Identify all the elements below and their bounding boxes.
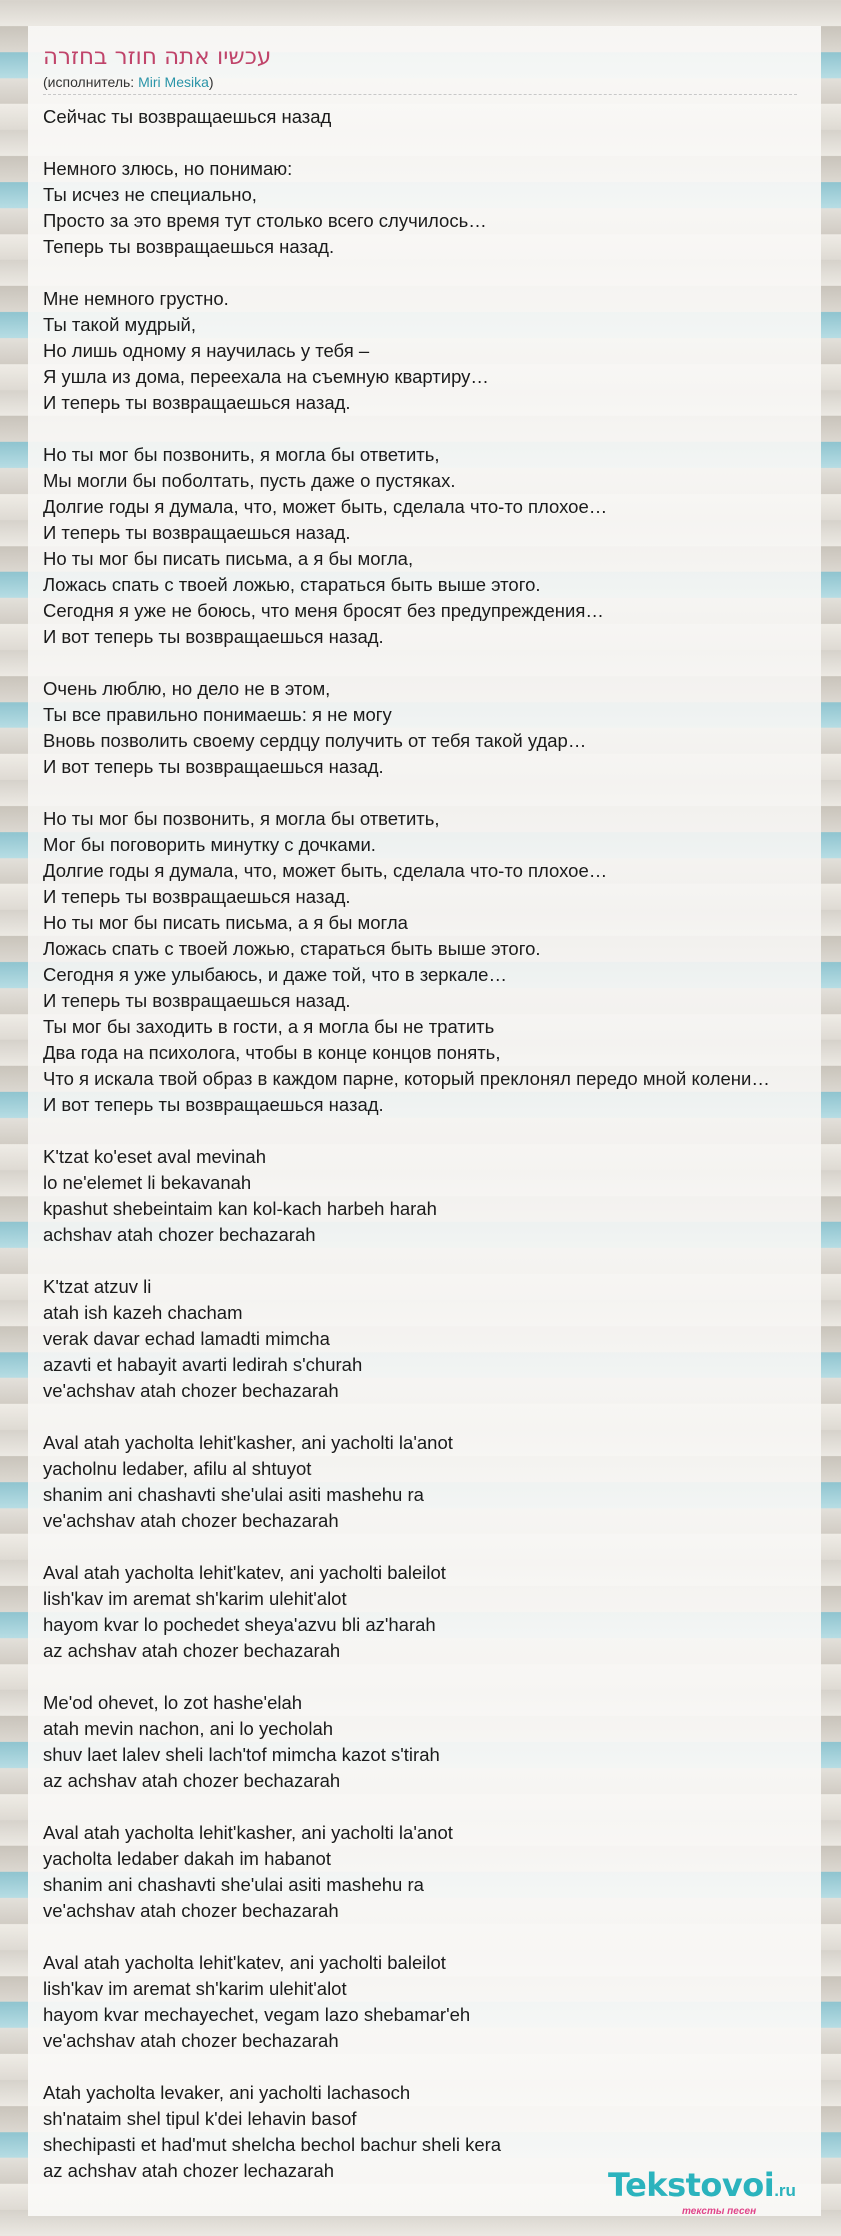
lyrics-line: Ты такой мудрый, <box>43 314 196 335</box>
lyrics-line: lish'kav im aremat sh'karim ulehit'alot <box>43 1978 347 1999</box>
lyrics-stanza <box>43 1950 841 2054</box>
lyrics-line: Что я искала твой образ в каждом парне, который преклонял передо мной колени… <box>43 1068 770 1089</box>
lyrics-line: Aval atah yacholta lehit'kasher, ani yacholti la'anot <box>43 1822 453 1843</box>
lyrics-line: Очень люблю, но дело не в этом, <box>43 678 331 699</box>
lyrics-line: Но ты мог бы писать письма, а я бы могла <box>43 912 408 933</box>
lyrics-stanza <box>43 1430 841 1534</box>
logo-name: Tekstovoi <box>608 2166 775 2204</box>
lyrics-line: az achshav atah chozer bechazarah <box>43 1770 341 1791</box>
lyrics-line: Я ушла из дома, переехала на съемную квартиру… <box>43 366 489 387</box>
logo-tld: .ru <box>774 2181 796 2200</box>
lyrics-line: Теперь ты возвращаешься назад. <box>43 236 335 257</box>
performer-line <box>43 74 214 90</box>
lyrics-line: Долгие годы я думала, что, может быть, сделала что-то плохое… <box>43 860 608 881</box>
lyrics-line: azavti et habayit avarti ledirah s'churah <box>43 1354 363 1375</box>
lyrics-line: Aval atah yacholta lehit'kasher, ani yacholti la'anot <box>43 1432 453 1453</box>
lyrics-line: atah ish kazeh chacham <box>43 1302 243 1323</box>
lyrics-line: Но ты мог бы позвонить, я могла бы ответить, <box>43 808 440 829</box>
lyrics-line: ve'achshav atah chozer bechazarah <box>43 2030 339 2051</box>
lyrics-line: lo ne'elemet li bekavanah <box>43 1172 252 1193</box>
lyrics-line: Мог бы поговорить минутку с дочками. <box>43 834 376 855</box>
lyrics-line: sh'nataim shel tipul k'dei lehavin basof <box>43 2108 357 2129</box>
lyrics-stanza <box>43 442 841 650</box>
lyrics-line: shanim ani chashavti she'ulai asiti mashehu ra <box>43 1874 424 1895</box>
lyrics-line: achshav atah chozer bechazarah <box>43 1224 316 1245</box>
lyrics-line: И теперь ты возвращаешься назад. <box>43 990 351 1011</box>
lyrics-line: Ты мог бы заходить в гости, а я могла бы не тратить <box>43 1016 495 1037</box>
lyrics-line: Просто за это время тут столько всего случилось… <box>43 210 487 231</box>
lyrics-line: Мы могли бы поболтать, пусть даже о пустяках. <box>43 470 456 491</box>
lyrics-stanza <box>43 104 841 130</box>
lyrics-line: K'tzat atzuv li <box>43 1276 152 1297</box>
lyrics-line: Но лишь одному я научилась у тебя – <box>43 340 370 361</box>
lyrics-line: hayom kvar mechayechet, vegam lazo shebamar'eh <box>43 2004 471 2025</box>
lyrics-line: И теперь ты возвращаешься назад. <box>43 522 351 543</box>
lyrics-line: az achshav atah chozer lechazarah <box>43 2160 335 2181</box>
lyrics-line: ve'achshav atah chozer bechazarah <box>43 1380 339 1401</box>
logo-tagline: тексты песен <box>682 2206 757 2217</box>
lyrics-line: Сейчас ты возвращаешься назад <box>43 106 332 127</box>
lyrics-line: shuv laet lalev sheli lach'tof mimcha kazot s'tirah <box>43 1744 440 1765</box>
lyrics-line: Aval atah yacholta lehit'katev, ani yacholti baleilot <box>43 1562 446 1583</box>
lyrics-line: Ты все правильно понимаешь: я не могу <box>43 704 392 725</box>
lyrics-line: Но ты мог бы позвонить, я могла бы ответить, <box>43 444 440 465</box>
lyrics-line: Сегодня я уже не боюсь, что меня бросят без предупреждения… <box>43 600 604 621</box>
lyrics-stanza <box>43 1690 841 1794</box>
lyrics-stanza <box>43 676 841 780</box>
lyrics-line: Два года на психолога, чтобы в конце концов понять, <box>43 1042 501 1063</box>
lyrics-line: yacholnu ledaber, afilu al shtuyot <box>43 1458 312 1479</box>
lyrics-line: И теперь ты возвращаешься назад. <box>43 392 351 413</box>
lyrics-stanza <box>43 1820 841 1924</box>
lyrics-stanza <box>43 1144 841 1248</box>
lyrics-stanza <box>43 806 841 1118</box>
lyrics-line: Ты исчез не специально, <box>43 184 257 205</box>
lyrics-line: K'tzat ko'eset aval mevinah <box>43 1146 267 1167</box>
lyrics-line: И вот теперь ты возвращаешься назад. <box>43 626 384 647</box>
lyrics-line: az achshav atah chozer bechazarah <box>43 1640 341 1661</box>
lyrics-line: lish'kav im aremat sh'karim ulehit'alot <box>43 1588 347 1609</box>
lyrics-line: Немного злюсь, но понимаю: <box>43 158 293 179</box>
lyrics-line: Долгие годы я думала, что, может быть, сделала что-то плохое… <box>43 496 608 517</box>
artist-link[interactable]: Miri Mesika <box>138 74 209 90</box>
lyrics-line: Мне немного грустно. <box>43 288 229 309</box>
site-logo[interactable] <box>608 2166 796 2217</box>
lyrics-line: Me'od ohevet, lo zot hashe'elah <box>43 1692 303 1713</box>
lyrics-line: atah mevin nachon, ani lo yecholah <box>43 1718 334 1739</box>
performer-prefix: (исполнитель: <box>43 74 139 90</box>
lyrics-text <box>43 104 841 2210</box>
lyrics-line: И вот теперь ты возвращаешься назад. <box>43 756 384 777</box>
title-divider <box>43 94 797 95</box>
lyrics-stanza <box>43 286 841 416</box>
lyrics-line: shechipasti et had'mut shelcha bechol bachur sheli kera <box>43 2134 502 2155</box>
lyrics-line: ve'achshav atah chozer bechazarah <box>43 1900 339 1921</box>
lyrics-line: verak davar echad lamadti mimcha <box>43 1328 330 1349</box>
lyrics-line: yacholta ledaber dakah im habanot <box>43 1848 331 1869</box>
lyrics-line: Atah yacholta levaker, ani yacholti lachasoch <box>43 2082 411 2103</box>
lyrics-line: Ложась спать с твоей ложью, стараться быть выше этого. <box>43 574 541 595</box>
lyrics-line: И теперь ты возвращаешься назад. <box>43 886 351 907</box>
lyrics-stanza <box>43 156 841 260</box>
lyrics-line: shanim ani chashavti she'ulai asiti mashehu ra <box>43 1484 424 1505</box>
lyrics-line: Aval atah yacholta lehit'katev, ani yacholti baleilot <box>43 1952 446 1973</box>
lyrics-line: Вновь позволить своему сердцу получить от тебя такой удар… <box>43 730 587 751</box>
lyrics-line: kpashut shebeintaim kan kol-kach harbeh harah <box>43 1198 437 1219</box>
lyrics-line: ve'achshav atah chozer bechazarah <box>43 1510 339 1531</box>
lyrics-line: Но ты мог бы писать письма, а я бы могла, <box>43 548 414 569</box>
lyrics-line: hayom kvar lo pochedet sheya'azvu bli az'harah <box>43 1614 436 1635</box>
lyrics-stanza <box>43 1274 841 1404</box>
lyrics-line: Сегодня я уже улыбаюсь, и даже той, что в зеркале… <box>43 964 507 985</box>
lyrics-line: И вот теперь ты возвращаешься назад. <box>43 1094 384 1115</box>
song-title: עכשיו אתה חוזר בחזרה <box>43 44 272 70</box>
performer-suffix: ) <box>208 74 214 90</box>
lyrics-line: Ложась спать с твоей ложью, стараться быть выше этого. <box>43 938 541 959</box>
lyrics-stanza <box>43 1560 841 1664</box>
